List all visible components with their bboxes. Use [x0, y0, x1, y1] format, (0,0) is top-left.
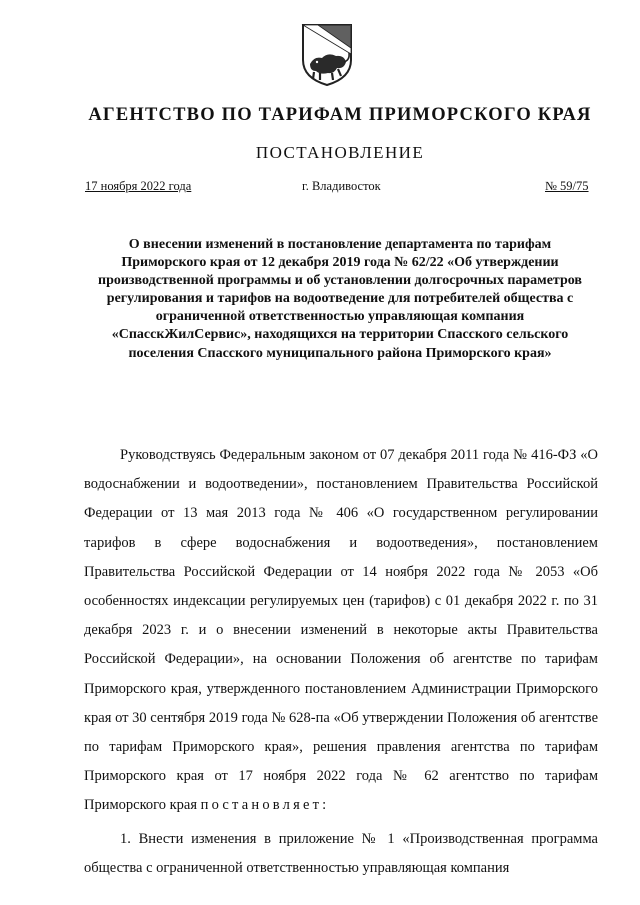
- document-body: [84, 441, 598, 883]
- preamble-paragraph: [84, 441, 598, 821]
- document-subject: О внесении изменений в постановление департамента по тарифам Приморского края от 12 декабря 2019 года № 62/22 «Об утверждении производственной программы и об установлении долгосрочных параметров регулирования и тарифов на водоотведение для потребителей общества с ограниченной ответственностью управляющая компания «СпасскЖилСервис», находящихся на территории Спасского сельского поселения Спасского муниципального района Приморского края»: [98, 237, 582, 361]
- item-1-paragraph: 1. Внести изменения в приложение № 1 «Производственная программа общества с ограниченной ответственностью управляющая компания: [84, 830, 598, 876]
- coat-of-arms-icon: [300, 22, 354, 88]
- document-city: г. Владивосток: [302, 179, 381, 193]
- document-date: 17 ноября 2022 года: [85, 179, 192, 193]
- preamble-text: Руководствуясь Федеральным законом от 07 декабря 2011 года № 416-ФЗ «О водоснабжении и водоотведении», постановлением Правительства Российской Федерации от 13 мая 2013 года № 406 «О государственном регулировании тарифов в сфере водоснабжения и водоотведения», постановлением Правительства Российской Федерации от 14 ноября 2022 года № 2053 «Об особенностях индексации регулируемых цен (тарифов) с 01 декабря 2022 г. по 31 декабря 2023 г. и о внесении изменений в некоторые акты Правительства Российской Федерации», на основании Положения об агентстве по тарифам Приморского края, утвержденного постановлением Администрации Приморского края от 30 сентября 2019 года № 628-па «Об утверждении Положения об агентстве по тарифам Приморского края», решения правления агентства по тарифам Приморского края от 17 ноября 2022 года № 62 агентство по тарифам Приморского края: [84, 447, 598, 814]
- agency-title: АГЕНТСТВО ПО ТАРИФАМ ПРИМОРСКОГО КРАЯ: [88, 105, 592, 125]
- resolve-word: постановляет:: [200, 797, 330, 814]
- document-number: № 59/75: [545, 179, 589, 193]
- document-type: ПОСТАНОВЛЕНИЕ: [255, 143, 425, 162]
